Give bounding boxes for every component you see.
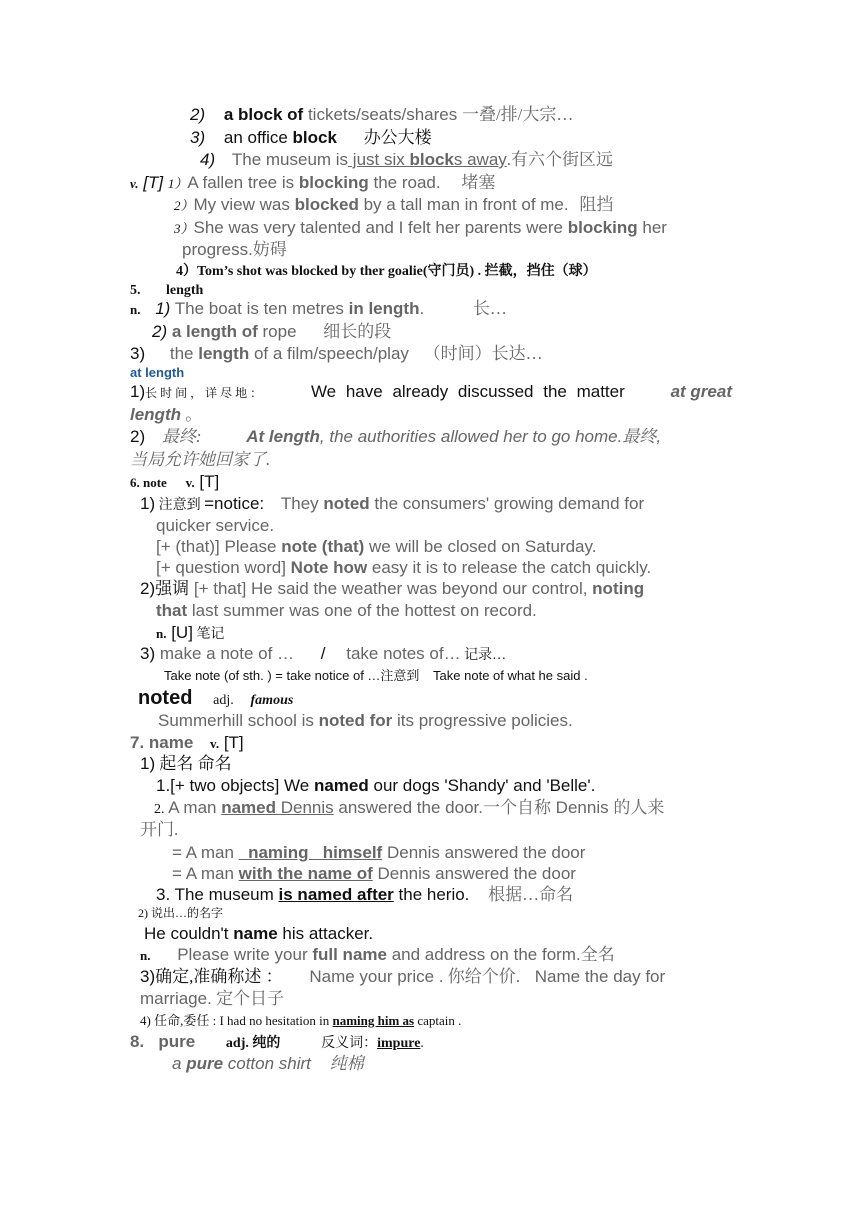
chinese-gloss: 笔记 [192,627,225,642]
line-parents-blocking [174,217,667,240]
grammar-tag: [T] [194,472,220,491]
text: and address on the form.全名 [386,945,615,964]
item-number: 3） [174,221,194,236]
text: Take note of what he said . [433,668,588,683]
text: Take note (of sth. ) = take notice of …注意到 [164,668,420,683]
text: marriage. [140,989,212,1008]
line-view-blocked [174,194,613,217]
text: The boat is ten metres [170,299,349,318]
section-number: 6. note [130,475,167,490]
underlined-bold: named [221,798,276,817]
chinese-gloss: 确定,准确称述 ： [155,967,283,986]
bold-phrase: block [292,128,337,147]
line-named-dogs [156,775,595,797]
chinese-gloss: 一叠/排/大宗… [461,105,574,124]
text: Name your price . [309,967,444,986]
chinese-gloss: 强调 [155,579,190,598]
text: My view was [193,195,295,214]
bold-phrase: note (that) [281,537,365,556]
item-number: 3) [190,128,206,147]
text: The museum is [231,150,349,169]
bold-phrase: that [156,601,188,620]
item-number: 1) [140,494,156,513]
item-number: 1） [167,176,188,191]
line-at-great [130,381,732,404]
chinese-gloss: 细长的段 [323,322,392,341]
text: the [169,344,199,363]
text: Name the day for [534,967,666,986]
item-number: 3) [140,644,156,663]
part-of-speech: n. [130,302,141,317]
text: tickets/seats/shares [303,105,462,124]
text: his attacker. [277,924,374,943]
text: He couldn't [144,924,234,943]
text: by a tall man in front of me. [358,195,569,214]
text: 。 [181,405,203,424]
item-number: 1) [140,754,156,773]
line-last-summer [156,600,537,622]
chinese-gloss: 说出…的名字 [148,906,224,920]
text: of a film/speech/play [249,344,409,363]
part-of-speech: n. [140,948,151,963]
part-of-speech: n. [156,626,167,641]
bold-italic-phrase: pure [186,1054,224,1073]
chinese-gloss: 堵塞 [461,173,496,192]
text: Please write your [177,945,313,964]
chinese-gloss: 阻挡 [579,195,614,214]
text: 开门. [140,820,179,839]
text: we will be closed on Saturday. [364,537,597,556]
line-name-price [140,966,732,988]
bold-phrase: noted for [318,711,393,730]
text: = A man [172,864,239,883]
text: captain . [414,1013,462,1028]
line-authorities-cn [130,449,270,471]
line-note-that [156,536,596,558]
headword: 7. name [130,733,194,752]
line-naming-him-as [140,1012,461,1030]
line-take-note [164,667,588,685]
grammar-tag: [T] [138,173,168,192]
text: 3. The museum [156,885,279,904]
headword: length [166,283,204,298]
item-number: 4) [140,1013,151,1028]
part-of-speech: adj. [213,693,234,708]
line-full-name [140,944,615,967]
line-goalie [176,261,597,283]
headword: noted [138,687,193,709]
text: , the authorities allowed her to go home.最终, [319,427,662,446]
text: [+ question word] [156,558,291,577]
bold-phrase: full name [312,945,387,964]
text: 当局允许她回家了. [130,450,271,469]
text: She was very talented and I felt her parents were [193,218,568,237]
grammar-tag: [T] [219,733,244,752]
item-number: 2) [130,427,146,446]
text: take notes of… [346,644,461,663]
line-note-how [156,557,651,579]
heading-pure [130,1031,424,1055]
heading-noted [138,687,293,712]
item-number: 2) [138,906,148,920]
line-make-a-note [140,643,506,667]
bold-phrase: length [198,344,250,363]
underlined-bold: naming him as [332,1013,415,1028]
text: quicker service. [156,516,275,535]
item-number: 2) [190,105,206,124]
text: : I had no hesitation in [209,1013,333,1028]
text: They [280,494,324,513]
text: We have already discussed the matter [310,382,625,401]
text: . [419,299,425,318]
text: her [637,218,667,237]
underlined-bold: naming himself [238,843,383,862]
line-marriage [140,988,284,1010]
chinese-gloss: 办公大楼 [363,128,432,147]
item-number: 2) [152,322,168,341]
item-number: 1) [130,382,146,401]
text: = A man [172,843,239,862]
line-length-cont [130,404,202,426]
chinese-gloss: 纯棉 [329,1054,364,1073]
chinese-gloss: 注意到 [155,498,205,513]
text: progress.妨碍 [182,240,287,259]
text: 1.[+ two objects] We [156,776,314,795]
heading-name [130,732,244,755]
separator: / [320,644,326,663]
bold-italic-phrase: at great [670,382,732,401]
chinese-gloss: 任命,委任 [150,1013,210,1028]
bold-italic-phrase: At length [246,427,320,446]
line-open-door-cn [140,819,178,841]
bold-phrase: noted [323,494,370,513]
definition: famous [250,693,294,708]
text: A fallen tree is [187,173,299,192]
line-in-length [130,298,507,321]
text: the herio. [393,885,470,904]
line-with-name-of [172,863,576,885]
heading-note [130,471,219,494]
line-man-named [154,797,664,821]
item-number: 1) [155,299,171,318]
bold-italic-phrase: length [130,405,181,424]
text: rope [257,322,297,341]
text: Dennis answered the door [372,864,576,883]
line-name-attacker [144,923,373,945]
text: answered the door.一个自称 Dennis 的人来 [333,798,665,817]
item-number: 3) [130,344,146,363]
text: the consumers' growing demand for [369,494,645,513]
bold-phrase: name [233,924,278,943]
text: our dogs 'Shandy' and 'Belle'. [368,776,596,795]
antonym: impure [377,1036,421,1051]
chinese-gloss: （时间）长达… [423,344,543,363]
part-of-speech: v. [130,176,139,191]
grammar-tag: [U] [166,623,193,642]
bold-phrase: in length [348,299,420,318]
bold-phrase: noting [592,579,645,598]
bold-phrase: a block of [223,105,304,124]
chinese-gloss: 记录… [460,648,507,663]
chinese-gloss: 长时间，详尽地： [145,386,266,400]
headword: 8. pure [130,1032,196,1051]
text: make a note of … [155,644,295,663]
underlined-bold: block [409,150,454,169]
line-pure-cotton [172,1053,364,1075]
text: [+ (that)] Please [156,537,282,556]
underlined-text: just six [348,150,410,169]
chinese-gloss: 长… [472,299,507,318]
line-naming-himself [172,842,585,864]
chinese-gloss: 你给个价. [443,967,521,986]
subheading: at length [130,365,185,380]
line-verb-blocking [130,172,495,195]
line-quicker-service [156,515,274,537]
line-length-of-film [130,343,543,365]
underlined-bold: with the name of [238,864,373,883]
line-named-after [156,884,573,906]
item-number: 2） [174,198,194,213]
line-noted-demand [140,493,644,517]
line-office-block [190,127,432,149]
underlined-text: s away [453,150,507,169]
line-length-of-rope [152,321,391,343]
line-museum-blocks [200,149,613,171]
part-of-speech: adj. 纯的 [225,1036,281,1051]
line-noting [140,578,644,600]
item-number: 4) [200,150,216,169]
text: cotton shirt [223,1054,311,1073]
chinese-gloss: 最终: [161,427,202,446]
text: A man [164,798,222,817]
bold-phrase: named [313,776,369,795]
text: a [172,1054,187,1073]
item-number: 3) [140,967,156,986]
bold-phrase: a length of [167,322,258,341]
text: an office [223,128,293,147]
text: easy it is to release the catch quickly. [367,558,652,577]
part-of-speech: v. [210,736,220,751]
text: last summer was one of the hottest on record. [187,601,537,620]
line-progress [182,239,287,261]
bold-phrase: Note how [290,558,368,577]
bold-phrase: blocking [567,218,638,237]
text: =notice: [204,494,265,513]
text: Summerhill school is [158,711,319,730]
section-number: 5. [130,283,141,298]
heading-at-length [130,364,184,382]
chinese-gloss: 起名 命名 [155,754,232,773]
underlined-bold: is named after [278,885,394,904]
item-number: 2. [154,802,165,817]
part-of-speech: v. [185,475,195,490]
text: Dennis answered the door [382,843,586,862]
text: [+ that] He said the weather was beyond our control, [189,579,593,598]
underlined-text: Dennis [276,798,334,817]
text: the road. [368,173,441,192]
antonym-label: 反义词： [321,1036,378,1051]
line-name-meaning-1 [140,753,232,775]
bold-phrase: blocked [294,195,359,214]
bold-phrase: blocking [298,173,369,192]
text: its progressive policies. [392,711,573,730]
text: . [420,1036,424,1051]
line-at-length-finally [130,426,732,448]
chinese-gloss: 根据…命名 [488,885,574,904]
line-summerhill [158,710,573,732]
chinese-gloss: .有六个街区远 [506,150,614,169]
item-number: 2) [140,579,156,598]
chinese-gloss: 定个日子 [211,989,285,1008]
line-block-of [190,104,573,126]
line-name-meaning-2 [138,905,223,921]
text: 4）Tom’s shot was blocked by ther goalie(守门员) . 拦截，挡住（球） [176,264,597,279]
